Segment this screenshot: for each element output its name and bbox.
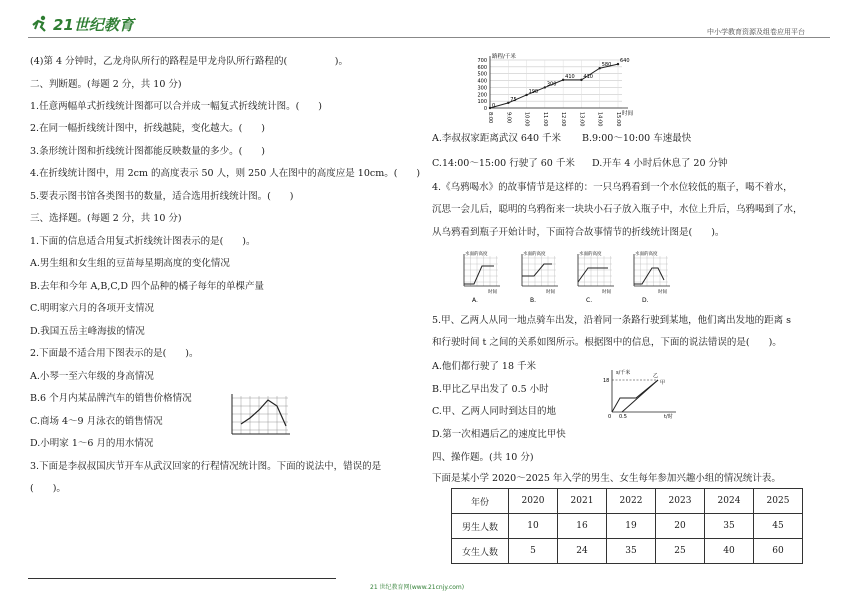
choice-4-line1: 4.《乌鸦喝水》的故事情节是这样的：一只乌鸦看到一个水位较低的瓶子，喝不着水， (432, 182, 793, 193)
choice-5-line1: 5.甲、乙两人从同一地点骑车出发，沿着同一条路行驶到某地，他们离出发地的距离 s (432, 315, 791, 326)
footer-text: 21 世纪教育网(www.21cnjy.com) (370, 584, 465, 591)
x-tick-label: 14:00 (596, 112, 603, 127)
data-point (525, 94, 527, 96)
choice-3-b: B.9:00～10:00 车速最快 (582, 133, 692, 144)
choice-3: 3.下面是李叔叔国庆节开车从武汉回家的行程情况统计图。下面的说法中，错误的是 (30, 461, 382, 472)
x-tick-label: 10:00 (523, 112, 530, 127)
choice-4-line3: 从乌鸦看到瓶子开始计时，下面符合故事情节的折线统计图是( )。 (432, 227, 725, 238)
water-option-label: B. (530, 297, 537, 304)
judge-2: 2.在同一幅折线统计图中，折线越陡，变化越大。( ) (30, 123, 265, 134)
y-tick-label: 200 (477, 92, 487, 99)
section-operation-title: 四、操作题。(共 10 分) (432, 452, 534, 463)
table-row (452, 539, 803, 564)
water-level-chart (516, 250, 564, 306)
travel-xlabel: 时间 (622, 111, 634, 117)
choice-3-a: A.李叔叔家距离武汉 640 千米 (432, 133, 562, 144)
water-level-chart (572, 250, 620, 306)
choice-1-c: C.明明家六月的各项开支情况 (30, 303, 154, 314)
operation-desc: 下面是某小学 2020～2025 年入学的男生、女生每年参加兴趣小组的情况统计表。 (432, 473, 781, 484)
water-line (464, 266, 494, 284)
choice-3-c: C.14:00～15:00 行驶了 60 千米 (432, 158, 575, 169)
table-header-cell: 2020 (509, 489, 558, 514)
table-cell: 35 (607, 539, 656, 564)
choice-2-b: B.6 个月内某品牌汽车的销售价格情况 (30, 393, 192, 404)
choice-3-d: D.开车 4 小时后休息了 20 分钟 (592, 158, 728, 169)
water-option-label: C. (586, 297, 593, 304)
choice-4-line2: 沉思一会儿后，聪明的乌鸦衔来一块块小石子放入瓶子中，水位上升后，乌鸦喝到了水， (432, 204, 803, 215)
x-tick-label: 9:00 (505, 112, 512, 124)
choice-5-d: D.第一次相遇后乙的速度比甲快 (432, 429, 566, 440)
water-option-label: D. (642, 297, 649, 304)
table-header-cell: 2022 (607, 489, 656, 514)
water-level-chart (628, 250, 676, 306)
runner-icon (30, 15, 50, 33)
water-chart-xlabel: 时间 (546, 290, 555, 295)
bike-origin: 0 (608, 414, 612, 420)
choice-5-a: A.他们都行驶了 18 千米 (432, 361, 537, 372)
table-row-label: 女生人数 (452, 539, 509, 564)
judge-1: 1.任意两幅单式折线统计图都可以合并成一幅复式折线统计图。( ) (30, 101, 322, 112)
choice-1-a: A.男生组和女生组的豆苗每星期高度的变化情况 (30, 258, 230, 269)
x-tick-label: 8:00 (487, 112, 493, 124)
data-label: 410 (583, 73, 593, 80)
logo-text: 21世纪教育 (53, 15, 134, 34)
choice-2-c: C.商场 4～9 月泳衣的销售情况 (30, 416, 163, 427)
choice-1-b: B.去年和今年 A,B,C,D 四个品种的橘子每年的单棵产量 (30, 281, 264, 292)
x-tick-label: 13:00 (578, 112, 585, 127)
choice-2: 2.下面最不适合用下图表示的是( )。 (30, 348, 199, 359)
table-cell: 25 (656, 539, 705, 564)
section-choice-title: 三、选择题。(每题 2 分，共 10 分) (30, 213, 182, 224)
table-cell: 10 (509, 514, 558, 539)
y-tick-label: 400 (477, 78, 487, 85)
data-point (562, 79, 564, 81)
bike-x05: 0.5 (619, 414, 627, 420)
data-point (507, 102, 509, 104)
y-tick-label: 300 (477, 85, 487, 92)
table-header-cell: 2025 (754, 489, 803, 514)
q2-line-chart (226, 392, 294, 440)
x-tick-label: 15:00 (615, 112, 621, 127)
y-tick-label: 0 (483, 106, 487, 112)
data-label: 190 (528, 88, 539, 95)
table-header-cell: 2021 (558, 489, 607, 514)
table-cell: 16 (558, 514, 607, 539)
y-tick-label: 600 (477, 64, 487, 71)
table-row (452, 514, 803, 539)
table-cell: 60 (754, 539, 803, 564)
data-point (580, 79, 582, 81)
bike-y18: 18 (603, 378, 610, 384)
data-label: 580 (601, 62, 612, 69)
judge-3: 3.条形统计图和折线统计图都能反映数量的多少。( ) (30, 146, 265, 157)
choice-5-line2: 和行驶时间 t 之间的关系如图所示。根据图中的信息，下面的说法错误的是( )。 (432, 337, 782, 348)
table-header-row (452, 489, 803, 514)
table-header-cell: 年份 (452, 489, 509, 514)
water-chart-title: 水面的高度 (465, 252, 488, 257)
judge-4: 4.在折线统计图中，用 2cm 的高度表示 50 人，则 250 人在图中的高度应是 10cm。( ) (30, 168, 421, 179)
data-point (544, 86, 546, 88)
table-header-cell: 2024 (705, 489, 754, 514)
table-cell: 40 (705, 539, 754, 564)
footer-divider (28, 578, 336, 579)
data-point (617, 63, 619, 65)
table-cell: 24 (558, 539, 607, 564)
data-label: 640 (620, 58, 630, 65)
choice-5-c: C.甲、乙两人同时到达目的地 (432, 406, 556, 417)
choice-5-b: B.甲比乙早出发了 0.5 小时 (432, 384, 549, 395)
choice-1: 1.下面的信息适合用复式折线统计图表示的是( )。 (30, 236, 256, 247)
bike-jia: 甲 (660, 380, 666, 386)
section-judgement-title: 二、判断题。(每题 2 分，共 10 分) (30, 79, 182, 90)
water-chart-title: 水面的高度 (579, 252, 602, 257)
travel-ylabel: 路程/千米 (492, 54, 516, 60)
table-cell: 45 (754, 514, 803, 539)
judge-5: 5.要表示图书馆各类图书的数量，适合选用折线统计图。( ) (30, 191, 294, 202)
table-header-cell: 2023 (656, 489, 705, 514)
logo (30, 12, 134, 36)
interest-group-table (451, 488, 803, 564)
table-cell: 5 (509, 539, 558, 564)
y-tick-label: 700 (477, 58, 487, 64)
data-label: 300 (546, 81, 557, 88)
water-chart-title: 水面的高度 (523, 252, 546, 257)
header-divider (28, 37, 830, 38)
x-tick-label: 11:00 (541, 112, 548, 127)
y-tick-label: 500 (477, 71, 487, 78)
water-option-label: A. (472, 297, 478, 304)
data-point (489, 107, 491, 109)
water-chart-xlabel: 时间 (602, 290, 611, 295)
platform-name: 中小学教育资源及组卷应用平台 (707, 28, 805, 36)
table-cell: 19 (607, 514, 656, 539)
bike-yi: 乙 (653, 373, 659, 379)
data-point (599, 67, 601, 69)
data-label: 410 (565, 73, 575, 80)
question-4: (4)第 4 分钟时，乙龙舟队所行的路程是甲龙舟队所行路程的( )。 (30, 56, 348, 67)
choice-1-d: D.我国五岳主峰海拔的情况 (30, 326, 145, 337)
table-row-label: 男生人数 (452, 514, 509, 539)
water-chart-xlabel: 时间 (488, 290, 497, 295)
bike-xlabel: t/时 (664, 414, 673, 420)
choice-2-a: A.小琴一至六年级的身高情况 (30, 371, 154, 382)
bike-ylabel: s/千米 (616, 370, 631, 376)
choice-2-d: D.小明家 1～6 月的用水情况 (30, 438, 154, 449)
travel-distance-chart (468, 52, 636, 140)
x-tick-label: 12:00 (560, 112, 567, 127)
data-label: 75 (510, 96, 517, 103)
water-level-chart (458, 250, 506, 306)
water-chart-xlabel: 时间 (658, 290, 667, 295)
bike-distance-chart (600, 366, 680, 422)
table-cell: 35 (705, 514, 754, 539)
choice-3-paren: ( )。 (30, 483, 66, 494)
data-label: 0 (492, 103, 496, 109)
y-tick-label: 100 (477, 99, 487, 106)
table-cell: 20 (656, 514, 705, 539)
water-chart-title: 水面的高度 (635, 252, 658, 257)
